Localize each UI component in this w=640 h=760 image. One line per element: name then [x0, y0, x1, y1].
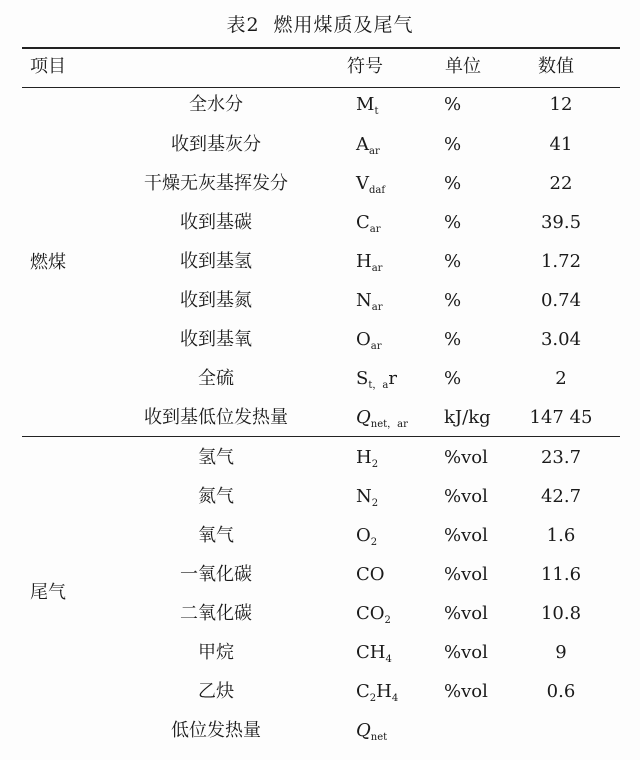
row-unit: %	[444, 368, 462, 389]
header-rule	[22, 87, 620, 88]
symbol-base: Q	[356, 720, 371, 741]
row-value: 41	[549, 134, 573, 155]
symbol-base: H	[356, 251, 372, 272]
top-rule	[22, 47, 620, 49]
row-name: 氧气	[198, 525, 234, 546]
group-label-exhaust: 尾气	[30, 582, 66, 603]
row-name: 收到基碳	[180, 212, 252, 233]
row-unit: %	[444, 251, 462, 272]
row-value: 10.8	[540, 603, 582, 624]
symbol-subscript: 2	[371, 459, 379, 470]
symbol-base-2: H	[376, 681, 392, 702]
table-caption: 燃用煤质及尾气	[273, 14, 414, 36]
row-unit: %vol	[444, 447, 488, 468]
symbol-base: O	[356, 329, 371, 350]
table-title	[0, 10, 640, 37]
symbol-subscript-tail: r	[388, 368, 397, 389]
row-name: 收到基氧	[180, 329, 252, 350]
row-name: 低位发热量	[171, 720, 261, 741]
row-unit: %vol	[444, 681, 488, 702]
symbol-base: A	[356, 134, 369, 155]
row-symbol	[356, 173, 385, 202]
row-name: 氢气	[198, 447, 234, 468]
symbol-base: Q	[356, 407, 371, 428]
symbol-subscript: 2	[370, 537, 378, 548]
symbol-subscript: ar	[369, 224, 381, 235]
row-symbol	[356, 486, 378, 515]
row-name: 全硫	[198, 368, 234, 389]
symbol-base: CH	[356, 642, 386, 663]
row-unit: %	[444, 290, 462, 311]
row-unit: %	[444, 173, 462, 194]
row-unit: %vol	[444, 642, 488, 663]
row-value: 1.6	[546, 525, 576, 546]
row-symbol	[356, 564, 385, 586]
symbol-base: S	[356, 368, 369, 389]
symbol-base: M	[356, 94, 375, 115]
symbol-subscript: t，a	[368, 380, 389, 391]
row-symbol	[356, 407, 408, 436]
symbol-subscript-2: 4	[391, 693, 399, 704]
row-value: 23.7	[540, 447, 582, 468]
symbol-base: C	[356, 212, 370, 233]
header-unit: 单位	[445, 56, 481, 77]
header-value: 数值	[538, 56, 574, 77]
row-name: 收到基氢	[180, 251, 252, 272]
row-value: 0.6	[546, 681, 576, 702]
row-name: 收到基灰分	[171, 134, 261, 155]
row-value: 0.74	[540, 290, 582, 311]
row-symbol	[356, 720, 387, 749]
row-unit: %vol	[444, 486, 488, 507]
row-value: 3.04	[540, 329, 582, 350]
section-rule	[22, 436, 620, 437]
row-symbol	[356, 212, 381, 241]
symbol-base: C	[356, 681, 370, 702]
symbol-base: H	[356, 447, 372, 468]
row-value: 2	[555, 368, 567, 389]
row-name: 甲烷	[198, 642, 234, 663]
symbol-subscript: ar	[371, 263, 383, 274]
row-value: 1.72	[540, 251, 582, 272]
header-symbol: 符号	[347, 56, 383, 77]
row-name: 二氧化碳	[180, 603, 252, 624]
row-unit: %vol	[444, 525, 488, 546]
row-unit: %	[444, 212, 462, 233]
symbol-base: CO	[356, 603, 385, 624]
row-symbol	[356, 134, 380, 163]
group-label-coal: 燃煤	[30, 252, 66, 273]
symbol-subscript: net	[370, 732, 388, 743]
row-name: 收到基氮	[180, 290, 252, 311]
row-symbol	[356, 525, 377, 554]
symbol-base: CO	[356, 564, 385, 585]
row-unit: %	[444, 94, 462, 115]
symbol-base: O	[356, 525, 371, 546]
row-value: 39.5	[540, 212, 582, 233]
row-value: 147 45	[529, 407, 593, 428]
row-unit: %vol	[444, 564, 488, 585]
symbol-subscript: daf	[369, 185, 386, 196]
symbol-subscript: 2	[369, 693, 377, 704]
row-symbol	[356, 368, 397, 397]
symbol-subscript: net，ar	[370, 419, 408, 430]
row-symbol	[356, 329, 382, 358]
row-name: 干燥无灰基挥发分	[144, 173, 288, 194]
symbol-subscript: t	[374, 106, 379, 117]
row-name: 氮气	[198, 486, 234, 507]
symbol-base: N	[356, 486, 372, 507]
row-symbol	[356, 603, 391, 632]
symbol-subscript: 2	[371, 498, 379, 509]
row-unit: %vol	[444, 603, 488, 624]
symbol-base: N	[356, 290, 372, 311]
symbol-subscript: 2	[384, 615, 391, 626]
row-value: 42.7	[540, 486, 582, 507]
row-symbol	[356, 681, 398, 710]
symbol-subscript: ar	[369, 146, 380, 157]
row-name: 一氧化碳	[180, 564, 252, 585]
row-name: 收到基低位发热量	[144, 407, 288, 428]
symbol-base: V	[356, 173, 369, 194]
row-value: 11.6	[540, 564, 582, 585]
symbol-subscript: ar	[370, 341, 382, 352]
row-symbol	[356, 447, 378, 476]
symbol-subscript: 4	[385, 654, 392, 665]
symbol-subscript: ar	[371, 302, 383, 313]
row-value: 12	[549, 94, 573, 115]
table-number: 表2	[226, 14, 260, 36]
row-unit: kJ/kg	[444, 407, 491, 428]
row-symbol	[356, 290, 383, 319]
header-item: 项目	[30, 56, 66, 77]
row-symbol	[356, 642, 392, 671]
row-symbol	[356, 94, 378, 123]
row-symbol	[356, 251, 382, 280]
row-name: 全水分	[189, 94, 243, 115]
row-unit: %	[444, 329, 462, 350]
row-value: 9	[555, 642, 567, 663]
row-value: 22	[549, 173, 573, 194]
row-unit: %	[444, 134, 462, 155]
row-name: 乙炔	[198, 681, 234, 702]
